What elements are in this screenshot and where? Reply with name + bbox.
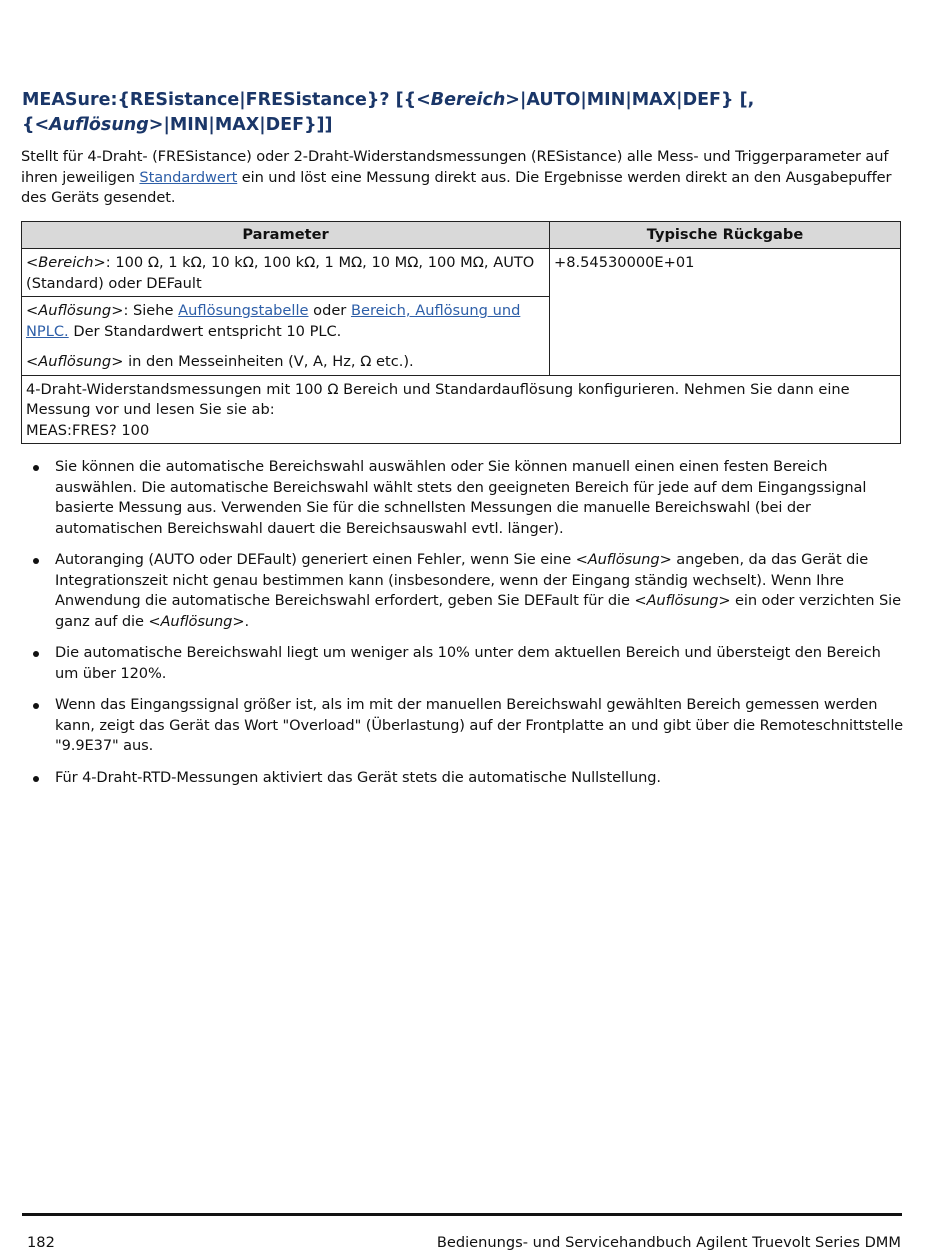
heading-text-1: MEASure:{RESistance|FRESistance}? [{< bbox=[22, 90, 431, 110]
list-item bbox=[21, 768, 906, 789]
heading-text-2: >|AUTO|MIN|MAX|DEF} [, bbox=[505, 90, 755, 110]
list-item bbox=[21, 550, 906, 632]
command-heading bbox=[22, 88, 902, 138]
param-name-aufloesung: Auflösung bbox=[38, 302, 112, 319]
footer-divider bbox=[22, 1213, 902, 1216]
return-value: +8.54530000E+01 bbox=[554, 254, 695, 271]
param-aufloesung-units bbox=[26, 352, 545, 373]
heading-text-3: {< bbox=[22, 115, 50, 135]
bullet-icon bbox=[33, 776, 39, 782]
param-name-aufloesung: Auflösung bbox=[38, 353, 112, 370]
param-bracket-close: > bbox=[111, 353, 124, 370]
note-text: Die automatische Bereichswahl liegt um weniger als 10% unter dem aktuellen Bereich und übersteigt den Bereich um über 120%. bbox=[55, 644, 881, 682]
heading-param-bereich: Bereich bbox=[430, 90, 506, 110]
header-typical-return: Typische Rückgabe bbox=[550, 222, 901, 249]
param-bracket-open: < bbox=[26, 302, 39, 319]
notes-list bbox=[21, 457, 906, 799]
standardwert-link[interactable]: Standardwert bbox=[139, 168, 238, 186]
heading-text-4: >|MIN|MAX|DEF}]] bbox=[148, 115, 333, 135]
header-parameter: Parameter bbox=[22, 222, 550, 249]
aufloesungstabelle-link[interactable]: Auflösungstabelle bbox=[178, 302, 309, 319]
param-bracket-close: > bbox=[93, 254, 106, 271]
list-item bbox=[21, 695, 906, 757]
param-bereich-cell bbox=[22, 249, 550, 297]
example-command: MEAS:FRES? 100 bbox=[26, 421, 150, 439]
param-bracket-close: > bbox=[111, 302, 124, 319]
note-text: >. bbox=[232, 612, 249, 630]
note-text: Sie können die automatische Bereichswahl auswählen oder Sie können manuell einen einen festen Bereich auswählen. Die automatische Bereichswahl wählt stets den geeigneten Bereich für jede auf dem Eingangssignal basierte Messung aus. Verwenden Sie für die schnellsten Messungen die manuelle Bereichswahl (bei der automatischen Bereichswahl dauert die Bereichsauswahl evtl. länger). bbox=[55, 458, 867, 537]
footer-manual-title: Bedienungs- und Servicehandbuch Agilent Truevolt Series DMM bbox=[436, 1234, 901, 1251]
example-cell bbox=[22, 375, 901, 444]
param-aufloesung-text-2: oder bbox=[308, 302, 351, 319]
bereich-aufloesung-nplc-link[interactable]: Bereich, Auflösung und NPLC. bbox=[26, 302, 521, 340]
intro-paragraph bbox=[21, 147, 906, 209]
note-text: Wenn das Eingangssignal größer ist, als im mit der manuellen Bereichswahl gewählten Bereich gemessen werden kann, zeigt das Gerät das Wort "Overload" (Überlastung) auf der Frontplatte an und gibt über die Remoteschnittstelle "9.9E37" aus. bbox=[55, 696, 904, 754]
parameter-table bbox=[21, 221, 901, 444]
note-text: Autoranging (AUTO oder DEFault) generiert einen Fehler, wenn Sie eine < bbox=[55, 551, 588, 568]
note-text: > ein oder verzichten Sie ganz auf die < bbox=[55, 592, 901, 630]
heading-param-aufloesung: Auflösung bbox=[49, 115, 149, 135]
note-param-name: Auflösung bbox=[160, 612, 233, 630]
note-text: > angeben, da das Gerät die Integrationszeit nicht genau bestimmen kann (insbesondere, wenn der Eingang ständig wechselt). Wenn Ihre Anwendung die automatische Bereichswahl erfordert, geben Sie DEFault für die < bbox=[55, 551, 869, 609]
list-item bbox=[21, 643, 906, 684]
bullet-icon bbox=[33, 558, 39, 564]
example-description: 4-Draht-Widerstandsmessungen mit 100 Ω Bereich und Standardauflösung konfigurieren. Nehmen Sie dann eine Messung vor und lesen Sie sie ab: bbox=[26, 380, 850, 418]
table-row bbox=[22, 249, 901, 297]
table-row bbox=[22, 375, 901, 444]
param-name-bereich: Bereich bbox=[38, 254, 94, 271]
param-bereich-description: : 100 Ω, 1 kΩ, 10 kΩ, 100 kΩ, 1 MΩ, 10 MΩ, 100 MΩ, AUTO (Standard) oder DEFault bbox=[26, 254, 535, 292]
note-text: Für 4-Draht-RTD-Messungen aktiviert das Gerät stets die automatische Nullstellung. bbox=[55, 768, 661, 786]
list-item bbox=[21, 457, 906, 539]
param-bracket-open: < bbox=[26, 353, 39, 370]
param-units-text: in den Messeinheiten (V, A, Hz, Ω etc.). bbox=[123, 353, 414, 370]
param-aufloesung-cell bbox=[22, 297, 550, 376]
note-param-name: Auflösung bbox=[646, 592, 719, 609]
return-value-cell bbox=[550, 249, 901, 376]
note-param-name: Auflösung bbox=[587, 551, 660, 568]
bullet-icon bbox=[33, 703, 39, 709]
intro-text-2: ein und löst eine Messung direkt aus. Die Ergebnisse werden direkt an den Ausgabepuffer des Geräts gesendet. bbox=[21, 168, 892, 206]
param-aufloesung-text-3: Der Standardwert entspricht 10 PLC. bbox=[68, 322, 342, 340]
page-number: 182 bbox=[27, 1234, 55, 1251]
param-aufloesung-text-1: : Siehe bbox=[123, 302, 179, 319]
table-header-row bbox=[22, 222, 901, 249]
param-bracket-open: < bbox=[26, 254, 39, 271]
bullet-icon bbox=[33, 651, 39, 657]
bullet-icon bbox=[33, 465, 39, 471]
intro-text-1: Stellt für 4-Draht- (FRESistance) oder 2-Draht-Widerstandsmessungen (RESistance) alle Mess- und Triggerparameter auf ihren jeweiligen bbox=[21, 148, 889, 186]
